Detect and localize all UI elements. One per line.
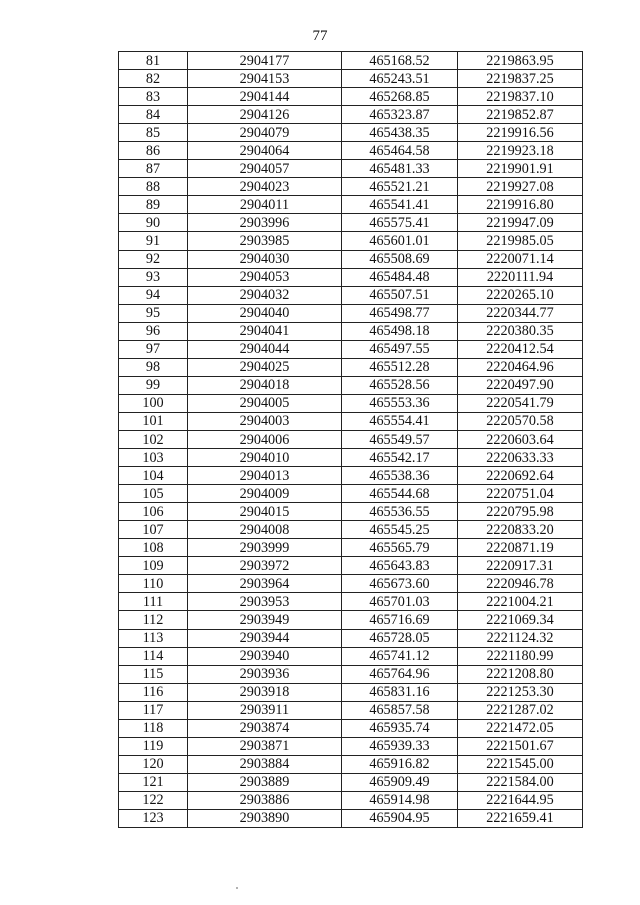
id-cell: 2904044 (188, 340, 342, 358)
y-coordinate-cell: 2220603.64 (458, 430, 583, 448)
y-coordinate-cell: 2221004.21 (458, 593, 583, 611)
id-cell: 2903918 (188, 683, 342, 701)
x-coordinate-cell: 465544.68 (342, 485, 458, 503)
x-coordinate-cell: 465484.48 (342, 268, 458, 286)
x-coordinate-cell: 465741.12 (342, 647, 458, 665)
id-cell: 2904079 (188, 124, 342, 142)
point-number-cell: 105 (119, 485, 188, 503)
id-cell: 2904010 (188, 449, 342, 467)
table-row (119, 70, 583, 88)
table-row (119, 791, 583, 809)
x-coordinate-cell: 465914.98 (342, 791, 458, 809)
id-cell: 2904153 (188, 70, 342, 88)
x-coordinate-cell: 465168.52 (342, 52, 458, 70)
id-cell: 2903944 (188, 629, 342, 647)
y-coordinate-cell: 2221069.34 (458, 611, 583, 629)
point-number-cell: 96 (119, 322, 188, 340)
point-number-cell: 100 (119, 394, 188, 412)
table-row (119, 809, 583, 827)
table-row (119, 322, 583, 340)
y-coordinate-cell: 2220344.77 (458, 304, 583, 322)
x-coordinate-cell: 465549.57 (342, 430, 458, 448)
table-row (119, 286, 583, 304)
table-row (119, 611, 583, 629)
x-coordinate-cell: 465554.41 (342, 412, 458, 430)
id-cell: 2903996 (188, 214, 342, 232)
id-cell: 2904025 (188, 358, 342, 376)
y-coordinate-cell: 2220633.33 (458, 449, 583, 467)
id-cell: 2904013 (188, 467, 342, 485)
table-row (119, 539, 583, 557)
table-row (119, 430, 583, 448)
y-coordinate-cell: 2220497.90 (458, 376, 583, 394)
table-row (119, 701, 583, 719)
table-row (119, 575, 583, 593)
point-number-cell: 104 (119, 467, 188, 485)
x-coordinate-cell: 465601.01 (342, 232, 458, 250)
y-coordinate-cell: 2221180.99 (458, 647, 583, 665)
y-coordinate-cell: 2219863.95 (458, 52, 583, 70)
table-row (119, 178, 583, 196)
table-row (119, 485, 583, 503)
id-cell: 2903985 (188, 232, 342, 250)
y-coordinate-cell: 2221659.41 (458, 809, 583, 827)
point-number-cell: 93 (119, 268, 188, 286)
point-number-cell: 85 (119, 124, 188, 142)
x-coordinate-cell: 465521.21 (342, 178, 458, 196)
y-coordinate-cell: 2221253.30 (458, 683, 583, 701)
x-coordinate-cell: 465728.05 (342, 629, 458, 647)
x-coordinate-cell: 465512.28 (342, 358, 458, 376)
point-number-cell: 120 (119, 755, 188, 773)
id-cell: 2904005 (188, 394, 342, 412)
point-number-cell: 122 (119, 791, 188, 809)
point-number-cell: 111 (119, 593, 188, 611)
id-cell: 2904023 (188, 178, 342, 196)
id-cell: 2904040 (188, 304, 342, 322)
y-coordinate-cell: 2221472.05 (458, 719, 583, 737)
point-number-cell: 84 (119, 106, 188, 124)
id-cell: 2904003 (188, 412, 342, 430)
x-coordinate-cell: 465643.83 (342, 557, 458, 575)
point-number-cell: 123 (119, 809, 188, 827)
y-coordinate-cell: 2219852.87 (458, 106, 583, 124)
y-coordinate-cell: 2220071.14 (458, 250, 583, 268)
x-coordinate-cell: 465498.18 (342, 322, 458, 340)
y-coordinate-cell: 2220541.79 (458, 394, 583, 412)
table-row (119, 683, 583, 701)
y-coordinate-cell: 2221545.00 (458, 755, 583, 773)
id-cell: 2904057 (188, 160, 342, 178)
x-coordinate-cell: 465701.03 (342, 593, 458, 611)
point-number-cell: 107 (119, 521, 188, 539)
x-coordinate-cell: 465545.25 (342, 521, 458, 539)
x-coordinate-cell: 465553.36 (342, 394, 458, 412)
table-row (119, 304, 583, 322)
y-coordinate-cell: 2220464.96 (458, 358, 583, 376)
x-coordinate-cell: 465528.56 (342, 376, 458, 394)
id-cell: 2904008 (188, 521, 342, 539)
table-row (119, 340, 583, 358)
table-row (119, 412, 583, 430)
coordinates-table (118, 51, 583, 828)
table-row (119, 232, 583, 250)
table-row (119, 773, 583, 791)
y-coordinate-cell: 2221584.00 (458, 773, 583, 791)
point-number-cell: 90 (119, 214, 188, 232)
y-coordinate-cell: 2220871.19 (458, 539, 583, 557)
x-coordinate-cell: 465673.60 (342, 575, 458, 593)
point-number-cell: 83 (119, 88, 188, 106)
x-coordinate-cell: 465909.49 (342, 773, 458, 791)
coordinates-table-body (119, 52, 583, 828)
table-row (119, 250, 583, 268)
y-coordinate-cell: 2220570.58 (458, 412, 583, 430)
id-cell: 2904009 (188, 485, 342, 503)
y-coordinate-cell: 2219985.05 (458, 232, 583, 250)
point-number-cell: 97 (119, 340, 188, 358)
table-row (119, 629, 583, 647)
x-coordinate-cell: 465268.85 (342, 88, 458, 106)
id-cell: 2903972 (188, 557, 342, 575)
y-coordinate-cell: 2220412.54 (458, 340, 583, 358)
point-number-cell: 116 (119, 683, 188, 701)
y-coordinate-cell: 2220917.31 (458, 557, 583, 575)
table-row (119, 503, 583, 521)
point-number-cell: 115 (119, 665, 188, 683)
x-coordinate-cell: 465507.51 (342, 286, 458, 304)
x-coordinate-cell: 465935.74 (342, 719, 458, 737)
id-cell: 2904006 (188, 430, 342, 448)
id-cell: 2903911 (188, 701, 342, 719)
id-cell: 2903874 (188, 719, 342, 737)
id-cell: 2903949 (188, 611, 342, 629)
table-row (119, 214, 583, 232)
x-coordinate-cell: 465541.41 (342, 196, 458, 214)
id-cell: 2904011 (188, 196, 342, 214)
point-number-cell: 101 (119, 412, 188, 430)
x-coordinate-cell: 465831.16 (342, 683, 458, 701)
x-coordinate-cell: 465542.17 (342, 449, 458, 467)
id-cell: 2903890 (188, 809, 342, 827)
y-coordinate-cell: 2220380.35 (458, 322, 583, 340)
y-coordinate-cell: 2221644.95 (458, 791, 583, 809)
y-coordinate-cell: 2220833.20 (458, 521, 583, 539)
table-row (119, 737, 583, 755)
x-coordinate-cell: 465857.58 (342, 701, 458, 719)
id-cell: 2903964 (188, 575, 342, 593)
id-cell: 2904041 (188, 322, 342, 340)
y-coordinate-cell: 2219923.18 (458, 142, 583, 160)
id-cell: 2903871 (188, 737, 342, 755)
point-number-cell: 81 (119, 52, 188, 70)
id-cell: 2903936 (188, 665, 342, 683)
x-coordinate-cell: 465904.95 (342, 809, 458, 827)
y-coordinate-cell: 2220692.64 (458, 467, 583, 485)
point-number-cell: 87 (119, 160, 188, 178)
x-coordinate-cell: 465498.77 (342, 304, 458, 322)
id-cell: 2903953 (188, 593, 342, 611)
table-row (119, 160, 583, 178)
table-row (119, 142, 583, 160)
table-row (119, 467, 583, 485)
table-row (119, 376, 583, 394)
table-row (119, 521, 583, 539)
id-cell: 2904032 (188, 286, 342, 304)
x-coordinate-cell: 465243.51 (342, 70, 458, 88)
id-cell: 2903940 (188, 647, 342, 665)
id-cell: 2904126 (188, 106, 342, 124)
id-cell: 2904053 (188, 268, 342, 286)
table-row (119, 124, 583, 142)
y-coordinate-cell: 2220946.78 (458, 575, 583, 593)
x-coordinate-cell: 465716.69 (342, 611, 458, 629)
y-coordinate-cell: 2219916.80 (458, 196, 583, 214)
table-row (119, 755, 583, 773)
y-coordinate-cell: 2220265.10 (458, 286, 583, 304)
point-number-cell: 110 (119, 575, 188, 593)
point-number-cell: 95 (119, 304, 188, 322)
x-coordinate-cell: 465538.36 (342, 467, 458, 485)
point-number-cell: 88 (119, 178, 188, 196)
point-number-cell: 86 (119, 142, 188, 160)
x-coordinate-cell: 465764.96 (342, 665, 458, 683)
point-number-cell: 91 (119, 232, 188, 250)
point-number-cell: 102 (119, 430, 188, 448)
id-cell: 2904015 (188, 503, 342, 521)
table-row (119, 593, 583, 611)
x-coordinate-cell: 465481.33 (342, 160, 458, 178)
y-coordinate-cell: 2219927.08 (458, 178, 583, 196)
table-row (119, 196, 583, 214)
id-cell: 2904018 (188, 376, 342, 394)
table-row (119, 106, 583, 124)
table-row (119, 358, 583, 376)
y-coordinate-cell: 2219916.56 (458, 124, 583, 142)
point-number-cell: 103 (119, 449, 188, 467)
point-number-cell: 119 (119, 737, 188, 755)
x-coordinate-cell: 465565.79 (342, 539, 458, 557)
y-coordinate-cell: 2221124.32 (458, 629, 583, 647)
point-number-cell: 117 (119, 701, 188, 719)
id-cell: 2903889 (188, 773, 342, 791)
point-number-cell: 114 (119, 647, 188, 665)
table-row (119, 557, 583, 575)
x-coordinate-cell: 465464.58 (342, 142, 458, 160)
id-cell: 2903999 (188, 539, 342, 557)
x-coordinate-cell: 465916.82 (342, 755, 458, 773)
y-coordinate-cell: 2219901.91 (458, 160, 583, 178)
x-coordinate-cell: 465939.33 (342, 737, 458, 755)
page-number: 77 (312, 28, 328, 44)
y-coordinate-cell: 2219837.25 (458, 70, 583, 88)
point-number-cell: 106 (119, 503, 188, 521)
id-cell: 2904064 (188, 142, 342, 160)
id-cell: 2904030 (188, 250, 342, 268)
point-number-cell: 82 (119, 70, 188, 88)
table-row (119, 647, 583, 665)
scan-speck (236, 887, 238, 889)
point-number-cell: 89 (119, 196, 188, 214)
x-coordinate-cell: 465536.55 (342, 503, 458, 521)
id-cell: 2903886 (188, 791, 342, 809)
point-number-cell: 94 (119, 286, 188, 304)
y-coordinate-cell: 2220795.98 (458, 503, 583, 521)
point-number-cell: 118 (119, 719, 188, 737)
table-row (119, 719, 583, 737)
table-row (119, 665, 583, 683)
table-row (119, 52, 583, 70)
y-coordinate-cell: 2221287.02 (458, 701, 583, 719)
point-number-cell: 121 (119, 773, 188, 791)
x-coordinate-cell: 465438.35 (342, 124, 458, 142)
point-number-cell: 113 (119, 629, 188, 647)
table-row (119, 449, 583, 467)
id-cell: 2904144 (188, 88, 342, 106)
id-cell: 2904177 (188, 52, 342, 70)
x-coordinate-cell: 465508.69 (342, 250, 458, 268)
table-row (119, 88, 583, 106)
y-coordinate-cell: 2220111.94 (458, 268, 583, 286)
x-coordinate-cell: 465323.87 (342, 106, 458, 124)
point-number-cell: 108 (119, 539, 188, 557)
y-coordinate-cell: 2221501.67 (458, 737, 583, 755)
y-coordinate-cell: 2220751.04 (458, 485, 583, 503)
y-coordinate-cell: 2221208.80 (458, 665, 583, 683)
point-number-cell: 99 (119, 376, 188, 394)
point-number-cell: 109 (119, 557, 188, 575)
point-number-cell: 92 (119, 250, 188, 268)
y-coordinate-cell: 2219947.09 (458, 214, 583, 232)
id-cell: 2903884 (188, 755, 342, 773)
table-row (119, 394, 583, 412)
y-coordinate-cell: 2219837.10 (458, 88, 583, 106)
table-row (119, 268, 583, 286)
x-coordinate-cell: 465575.41 (342, 214, 458, 232)
point-number-cell: 112 (119, 611, 188, 629)
x-coordinate-cell: 465497.55 (342, 340, 458, 358)
point-number-cell: 98 (119, 358, 188, 376)
